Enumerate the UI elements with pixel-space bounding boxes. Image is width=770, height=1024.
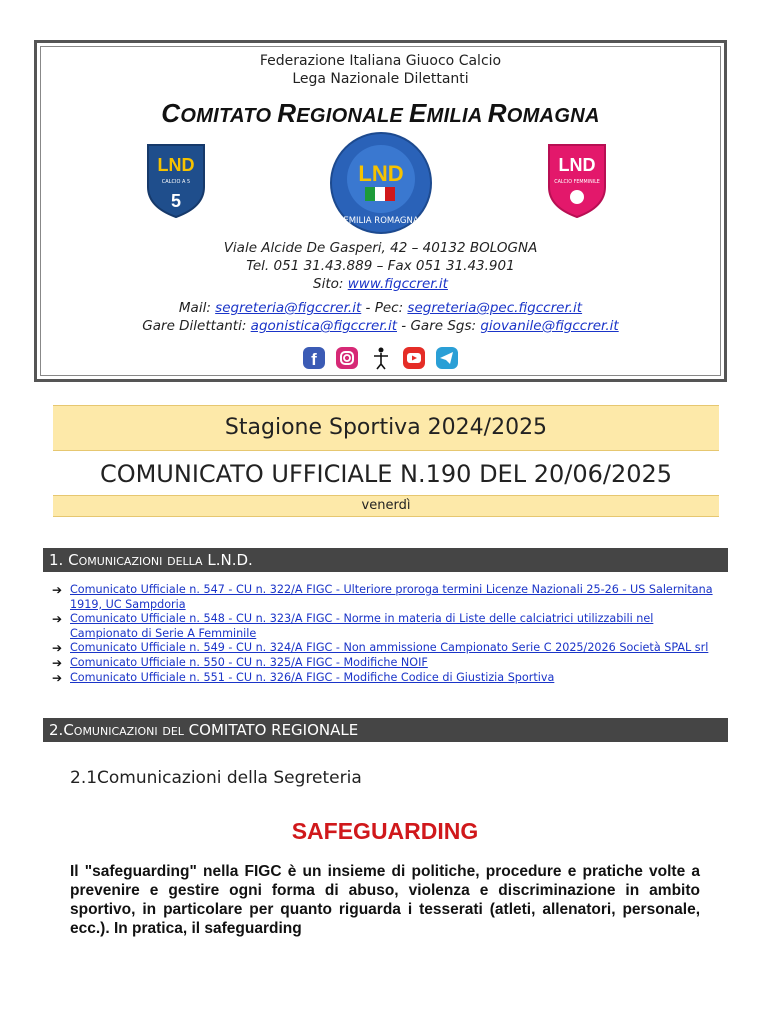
safeguarding-title: SAFEGUARDING [291, 818, 479, 844]
mail-link[interactable]: segreteria@figccrer.it [215, 300, 362, 316]
communique-link[interactable]: Comunicato Ufficiale n. 550 - CU n. 325/A FIGC - Modifiche NOIF [70, 655, 428, 669]
season-box [53, 405, 719, 517]
federation-name: Federazione Italiana Giuoco Calcio [259, 53, 502, 69]
arrow-right-icon: ➔ [52, 670, 63, 685]
gare-sgs-link[interactable]: giovanile@figccrer.it [480, 318, 619, 334]
communique-link[interactable]: Comunicato Ufficiale n. 549 - CU n. 324/A FIGC - Non ammissione Campionato Serie C 2025/2026 Società SPAL srl [70, 641, 709, 655]
website-link[interactable]: www.figccrer.it [347, 276, 448, 292]
website-line: Sito: www.figccrer.it [313, 276, 448, 292]
communique-link[interactable]: Comunicato Ufficiale n. 551 - CU n. 326/A FIGC - Modifiche Codice di Giustizia Sportiva [70, 670, 555, 684]
safeguarding-paragraph: Il "safeguarding" nella FIGC è un insieme di politiche, procedure e pratiche volte a prevenire e gestire ogni forma di abuso, violenza e discriminazione in ambito sportivo, in particolare per quanto riguarda i tesserati (atleti, allenatori, personale, ecc.). In pratica, il safeguarding [70, 863, 700, 937]
communique-day: venerdì [53, 495, 719, 517]
season-title: Stagione Sportiva 2024/2025 [53, 405, 719, 451]
lnd-calcio-femminile-logo [545, 141, 609, 223]
logo-left-sub: CALCIO A 5 [161, 179, 191, 185]
youtube-icon[interactable] [402, 346, 426, 374]
communique-link[interactable]: Comunicato Ufficiale n. 548 - CU n. 323/A FIGC - Norme in materia di Liste delle calciatrici utilizzabili nel Campionato di Serie A Femminile [70, 612, 654, 640]
section-1-header: 1. Comunicazioni della L.N.D. [43, 548, 728, 572]
section-2-header: 2.Comunicazioni del COMITATO REGIONALE [43, 718, 728, 742]
list-item [52, 641, 722, 656]
svg-text:5: 5 [170, 191, 182, 211]
letterhead-box [34, 40, 727, 382]
instagram-icon[interactable] [335, 346, 359, 374]
committee-title: COMITATO REGIONALE EMILIA ROMAGNA [161, 98, 600, 128]
logo-right-text: LND [558, 155, 596, 175]
list-item [52, 612, 722, 641]
list-item [52, 656, 722, 671]
gare-line: Gare Dilettanti: agonistica@figccrer.it - Gare Sgs: giovanile@figccrer.it [142, 318, 619, 334]
arrow-right-icon: ➔ [52, 583, 63, 597]
gare-dilettanti-link[interactable]: agonistica@figccrer.it [250, 318, 397, 334]
social-icons-row [37, 346, 724, 374]
lnd-calcio-a5-logo [145, 141, 207, 223]
lnd-communique-list [52, 583, 722, 685]
telegram-icon[interactable] [435, 346, 459, 374]
arrow-right-icon: ➔ [52, 612, 63, 627]
mail-line: Mail: segreteria@figccrer.it - Pec: segreteria@pec.figccrer.it [178, 300, 583, 316]
logo-center-ring: EMILIA ROMAGNA [343, 216, 419, 226]
tiktok-icon[interactable] [369, 346, 393, 374]
arrow-right-icon: ➔ [52, 655, 63, 670]
communique-link[interactable]: Comunicato Ufficiale n. 547 - CU n. 322/A FIGC - Ulteriore proroga termini Licenze Nazionali 25-26 - US Salernitana 1919, UC Sampdoria [70, 583, 713, 611]
list-item [52, 583, 722, 612]
communique-number: COMUNICATO UFFICIALE N.190 DEL 20/06/2025 [53, 451, 719, 495]
logo-right-sub: CALCIO FEMMINILE [554, 180, 600, 185]
subsection-title: 2.1Comunicazioni della Segreteria [70, 768, 362, 788]
facebook-icon[interactable] [302, 346, 326, 374]
lnd-emilia-romagna-logo [329, 131, 433, 239]
logo-left-text: LND [157, 155, 195, 175]
address: Viale Alcide De Gasperi, 42 – 40132 BOLOGNA [223, 240, 538, 256]
league-name: Lega Nazionale Dilettanti [292, 71, 469, 87]
pec-link[interactable]: segreteria@pec.figccrer.it [407, 300, 583, 316]
list-item [52, 671, 722, 686]
logo-center-text: LND [358, 161, 404, 186]
svg-text:f: f [311, 350, 318, 369]
phone-fax: Tel. 051 31.43.889 – Fax 051 31.43.901 [246, 258, 515, 274]
arrow-right-icon: ➔ [52, 641, 63, 656]
